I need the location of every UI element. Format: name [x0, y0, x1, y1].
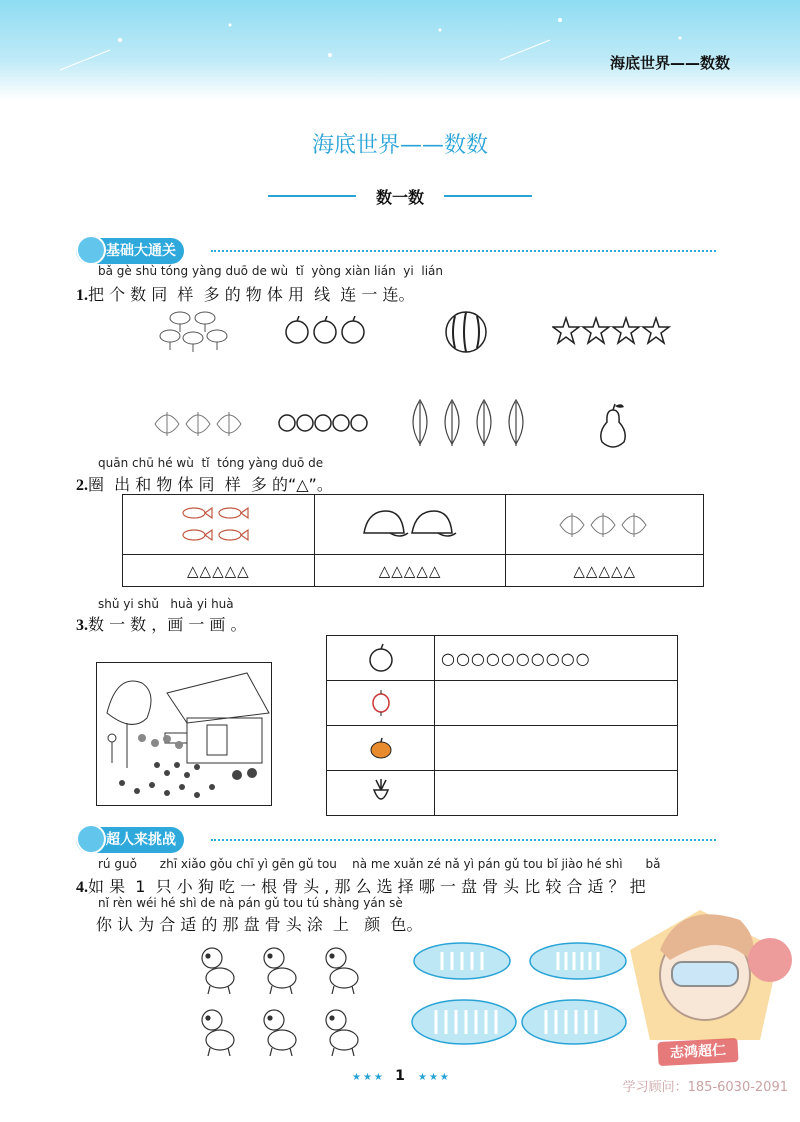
astronaut-icon	[76, 824, 106, 854]
q1-item-pear[interactable]	[596, 402, 630, 450]
footer-stars-right: ★★★	[418, 1072, 451, 1083]
q2-pinyin: quān chū hé wù tǐ tóng yàng duō de	[98, 456, 324, 470]
globe-icon	[76, 235, 106, 265]
section-divider	[211, 250, 716, 252]
q2-answer-2[interactable]: △△△△△	[314, 555, 506, 587]
q1-item-apples[interactable]	[284, 316, 368, 346]
q4-plate-bottom-left[interactable]	[410, 996, 518, 1048]
q4-number: 4.	[76, 879, 88, 896]
q1-text	[76, 282, 414, 305]
q3-row-apple-answer[interactable]: ○○○○○○○○○○	[435, 636, 678, 681]
shell-group-icon-2	[555, 505, 655, 545]
banner-sparkles	[0, 0, 800, 100]
star-group-icon	[552, 316, 672, 346]
section-challenge-header	[76, 827, 716, 853]
shell-group-icon	[150, 404, 250, 446]
pumpkin-icon	[369, 737, 393, 759]
cap-group-icon	[360, 505, 460, 545]
section-basic-badge	[76, 238, 184, 264]
q3-number: 3.	[76, 617, 88, 634]
dog-group-icon	[190, 940, 380, 1060]
q4-dogs-picture	[190, 940, 380, 1060]
leaf-group-icon	[404, 398, 534, 448]
q2-text	[76, 472, 333, 495]
q3-table	[326, 635, 678, 816]
lantern-icon	[371, 690, 391, 716]
q2-cell-caps	[314, 495, 506, 555]
watermelon-icon	[443, 310, 489, 354]
q4-prompt-line1: 如 果 1 只 小 狗 吃 一 根 骨 头 , 那 么 选 择 哪 一 盘 骨 头 比 较 合 适 ？ 把	[88, 877, 646, 896]
q4-text-line1	[76, 874, 646, 897]
q1-number: 1.	[76, 287, 88, 304]
section-challenge-label: 超人来挑战	[106, 832, 176, 848]
q1-item-leaves[interactable]	[404, 398, 534, 448]
q3-prompt: 数 一 数 ，画 一 画 。	[88, 615, 247, 634]
bone-plate-icon	[412, 940, 512, 982]
q4-text-line2: 你 认 为 合 适 的 那 盘 骨 头 涂 上 颜 色。	[96, 915, 423, 934]
q4-pinyin-line2: nǐ rèn wéi hé shì de nà pán gǔ tou tú shàng yán sè	[98, 896, 403, 910]
farm-scene-illustration	[97, 663, 270, 804]
page-number: 1	[395, 1068, 405, 1084]
section-divider-2	[211, 839, 716, 841]
circle-group-icon	[278, 412, 370, 434]
q3-text	[76, 612, 247, 635]
section-subtitle: 数一数	[375, 188, 424, 207]
q2-cell-shells	[506, 495, 704, 555]
brand-stamp: 志鸿超仁	[657, 1038, 738, 1066]
fish-group-icon	[178, 502, 258, 548]
q1-item-watermelon[interactable]	[443, 310, 489, 354]
header-title: 海底世界——数数	[609, 54, 730, 72]
header-banner	[0, 0, 800, 100]
q3-row-pumpkin-answer[interactable]	[435, 726, 678, 771]
subtitle-right-line	[444, 195, 532, 197]
q4-pinyin-line1: rú guǒ zhī xiǎo gǒu chī yì gēn gǔ tou nà me xuǎn zé nǎ yì pán gǔ tou bǐ jiào hé shì bǎ	[98, 857, 661, 871]
section-basic-label: 基础大通关	[106, 243, 176, 259]
radish-icon	[370, 778, 392, 808]
section-basic-header	[76, 238, 716, 264]
page-title: 海底世界——数数	[311, 133, 488, 158]
q1-prompt: 把 个 数 同 样 多 的 物 体 用 线 连 一 连。	[88, 285, 415, 304]
q2-cell-fish	[123, 495, 315, 555]
q3-row-radish-answer[interactable]	[435, 771, 678, 816]
q2-table	[122, 494, 704, 587]
contact-watermark: 学习顾问：185-6030-2091	[622, 1080, 788, 1095]
q2-number: 2.	[76, 477, 88, 494]
q3-row-pumpkin-icon-cell	[327, 726, 435, 771]
q1-item-circles[interactable]	[278, 412, 370, 434]
q1-item-stars[interactable]	[552, 316, 672, 346]
pear-icon	[596, 402, 630, 450]
apple-icon	[368, 643, 394, 673]
farm-scene-picture	[96, 662, 272, 806]
q2-answer-1[interactable]: △△△△△	[123, 555, 315, 587]
q3-row-apple-icon-cell	[327, 636, 435, 681]
bone-plate-icon-3	[410, 996, 518, 1048]
section-challenge-badge	[76, 827, 184, 853]
footer-stars-left: ★★★	[352, 1072, 385, 1083]
q4-plate-top-left[interactable]	[412, 940, 512, 982]
q1-item-mushrooms[interactable]	[155, 306, 235, 356]
q3-pinyin: shǔ yi shǔ huà yi huà	[98, 597, 234, 611]
q2-answer-3[interactable]: △△△△△	[506, 555, 704, 587]
q2-prompt: 圈 出 和 物 体 同 样 多 的“△”。	[88, 475, 333, 494]
apple-group-icon	[284, 316, 368, 346]
q1-item-shells[interactable]	[150, 404, 250, 446]
mushroom-group-icon	[155, 306, 235, 356]
q3-row-lantern-answer[interactable]	[435, 681, 678, 726]
q3-row-lantern-icon-cell	[327, 681, 435, 726]
q1-pinyin: bǎ gè shù tóng yàng duō de wù tǐ yòng xiàn lián yi lián	[98, 264, 443, 278]
q3-row-radish-icon-cell	[327, 771, 435, 816]
